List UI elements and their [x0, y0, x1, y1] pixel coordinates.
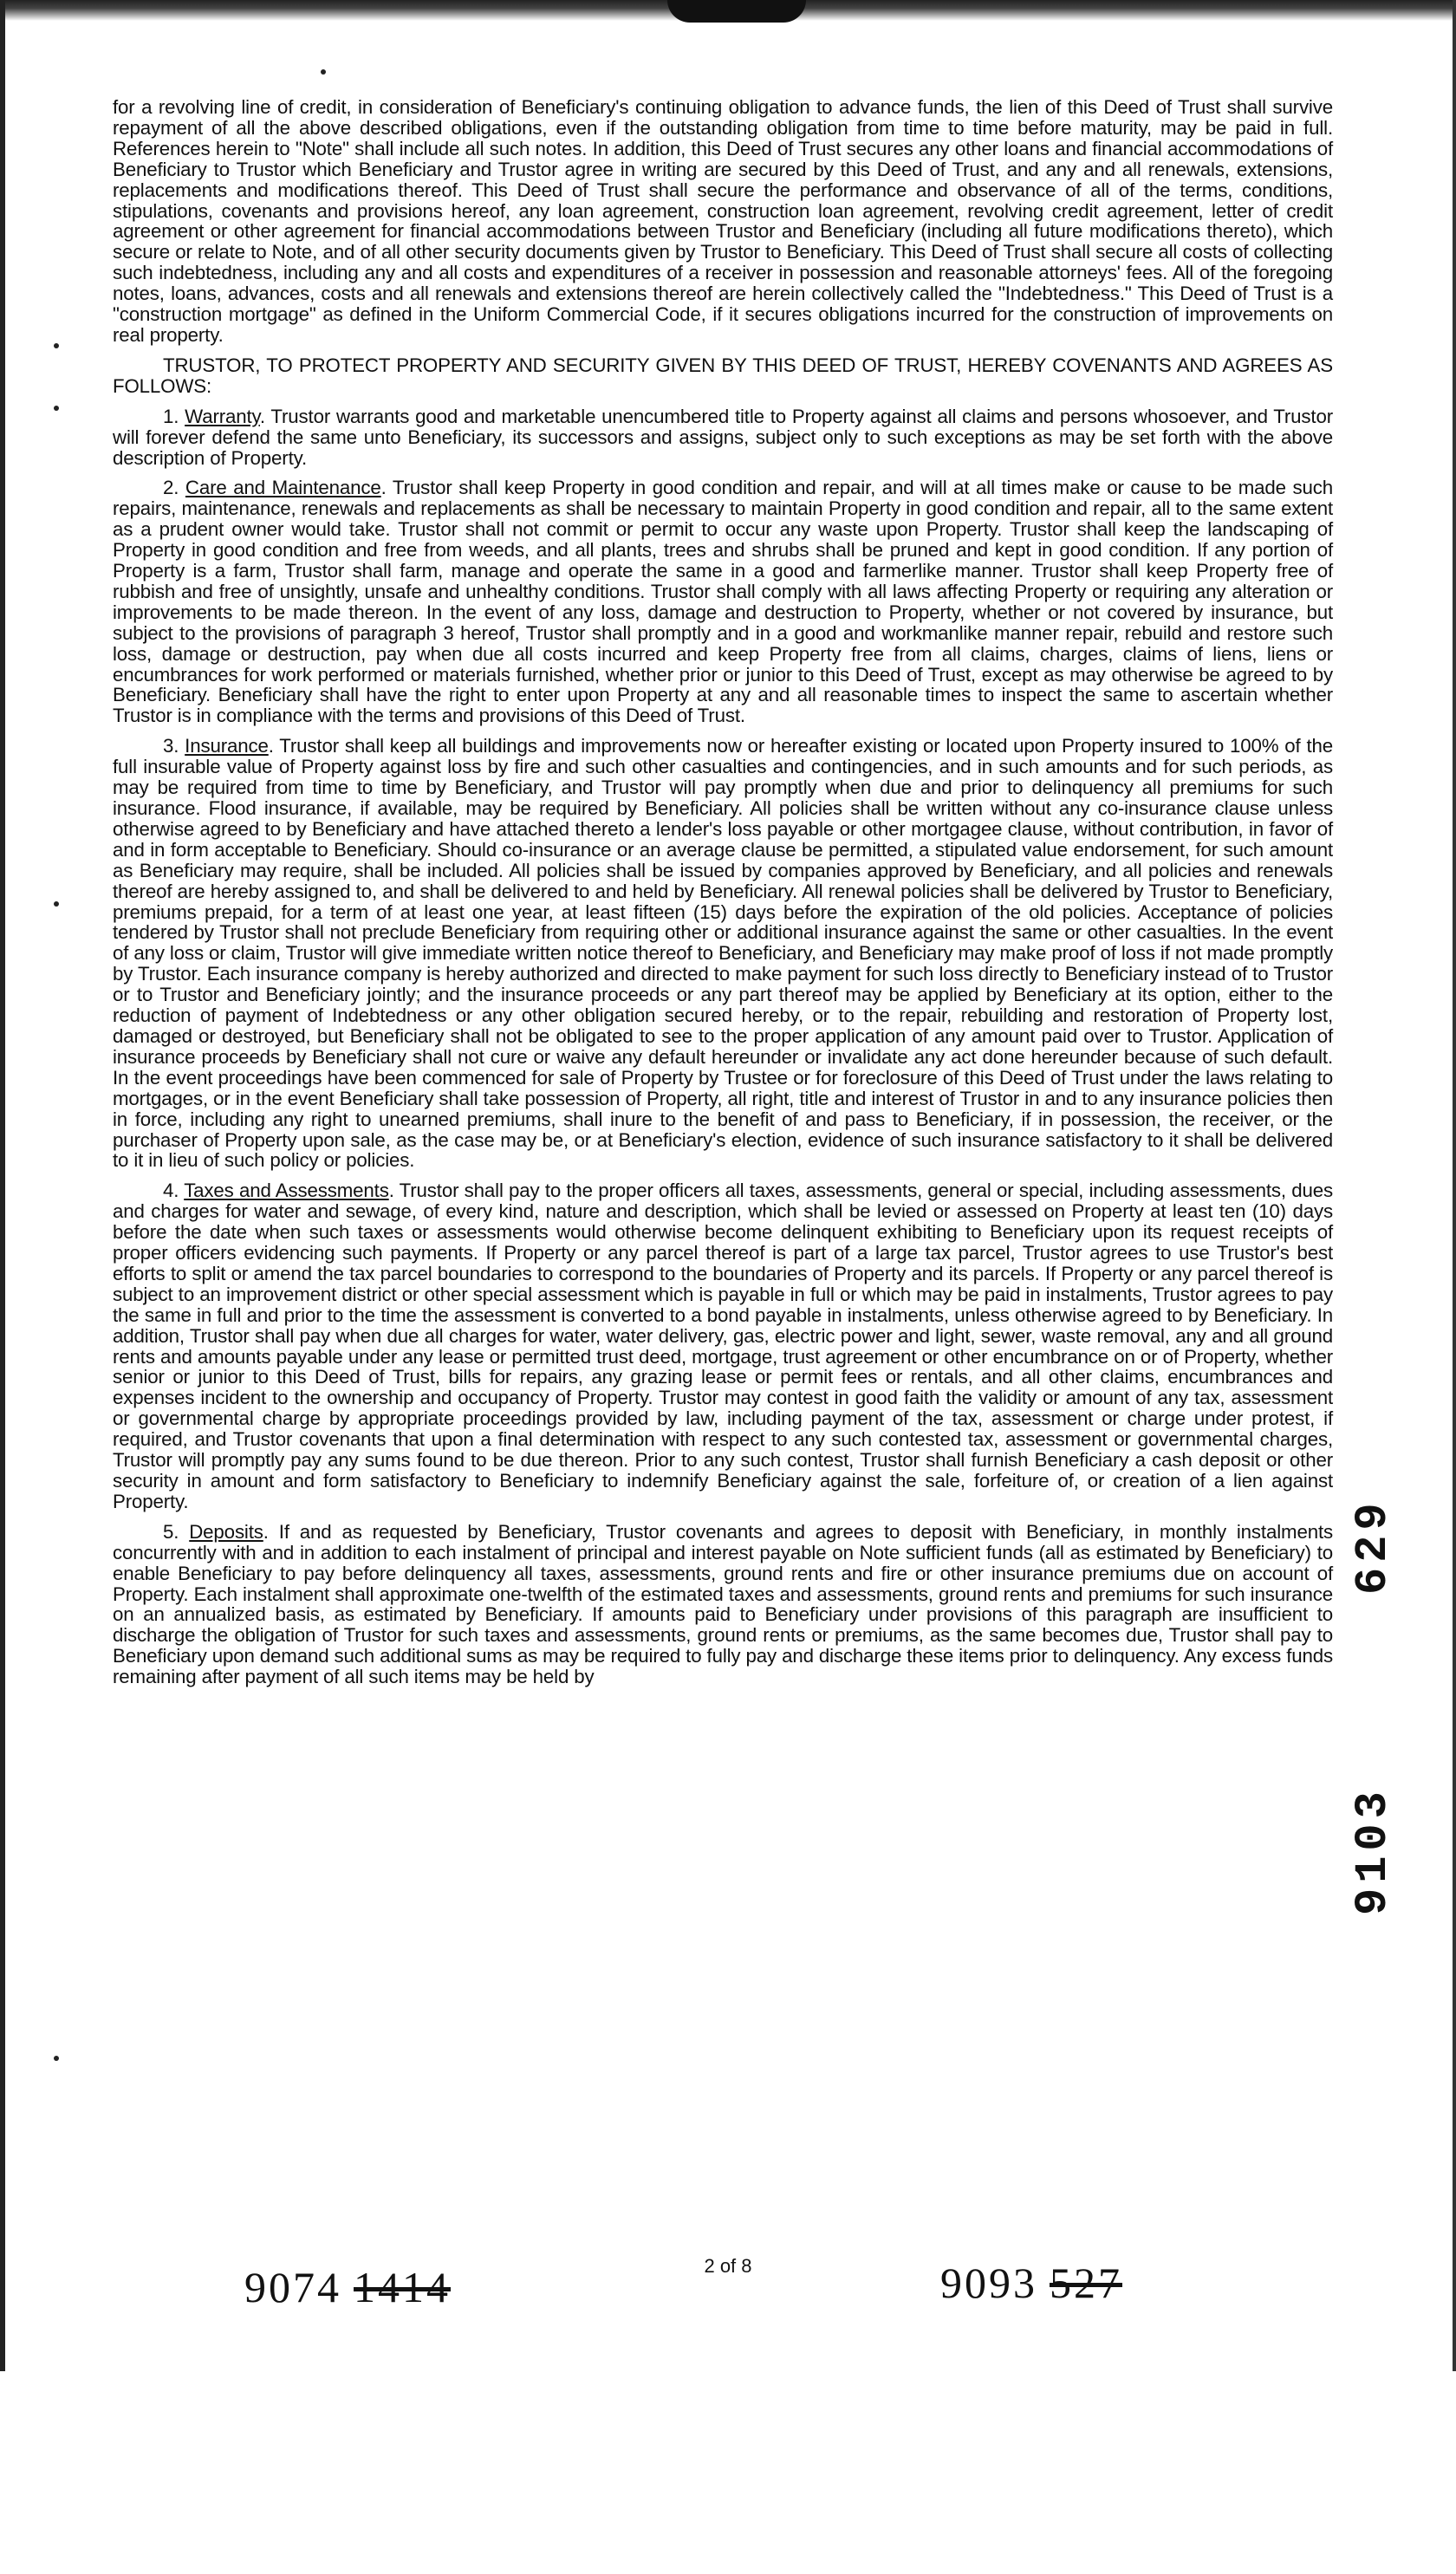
scan-edge-right — [1453, 0, 1456, 2371]
section-number: 4. — [163, 1180, 179, 1202]
section-number: 1. — [163, 405, 179, 427]
footer-right-struck: 527 — [1050, 2259, 1122, 2307]
section-number: 3. — [163, 735, 179, 757]
section-title: Taxes and Assessments — [184, 1180, 389, 1202]
section-deposits — [113, 1522, 1333, 1687]
section-number: 5. — [163, 1520, 179, 1543]
section-title: Warranty — [185, 405, 260, 427]
section-number: 2. — [163, 477, 179, 499]
footer-right-number: 9093 — [940, 2259, 1037, 2307]
margin-stamp — [1348, 1465, 1408, 2574]
scan-speck — [54, 406, 59, 411]
section-title: Insurance — [185, 735, 269, 757]
page-indicator: 2 of 8 — [704, 2255, 752, 2277]
scan-speck — [54, 901, 59, 907]
margin-stamp-lower: 9103 — [1348, 1786, 1399, 1915]
scan-speck — [54, 343, 59, 348]
scan-speck — [321, 69, 326, 75]
footer-left-struck: 1414 — [354, 2263, 451, 2311]
section-text: . Trustor shall keep Property in good condition and repair, and will at all times make or cause to be made such repairs, maintenance, renewals and replacements as shall be necessary to maintain Property in good condition and repair, all to the same extent as a prudent owner would take. Trustor shall not commit or permit to occur any waste upon Property. Trustor shall keep the landscaping of Property in good condition and free from weeds, and all plants, trees and shrubs shall be pruned and kept in good condition. If any portion of Property is a farm, Trustor shall farm, manage and operate the same in a good and farmerlike manner. Trustor shall keep Property free of rubbish and free of unsightly, unsafe and unhealthy conditions. Trustor shall comply with all laws affecting Property or requiring any alteration or improvements to be made thereon. In the event of any loss, damage and destruction to Property, whether or not covered by insurance, but subject to the provisions of paragraph 3 hereof, Trustor shall promptly and in a good and workmanlike manner repair, rebuild and restore such loss, damage or destruction, pay when due all costs incurred and keep Property free from all claims, charges, claims of liens, liens or encumbrances for work performed or materials furnished, whether prior or junior to this Deed of Trust, except as may otherwise be agreed to by Beneficiary. Beneficiary shall have the right to enter upon Property at any and all reasonable times to inspect the same to ascertain whether Trustor is in compliance with the terms and provisions of this Deed of Trust. — [113, 477, 1334, 727]
section-insurance — [113, 736, 1333, 1171]
scan-artifact — [667, 0, 806, 23]
document-body — [113, 97, 1333, 1697]
section-text: . Trustor shall pay to the proper officers all taxes, assessments, general or special, including assessments, dues and charges for water and sewage, of every kind, nature and description, which shall be levied or assessed on Property at least ten (10) days before the date when such taxes or assessments would otherwise become delinquent exhibiting to Beneficiary upon its request receipts of proper officers evidencing such payments. If Property or any parcel thereof is part of a large tax parcel, Trustor agrees to use Trustor's best efforts to split or amend the tax parcel boundaries to correspond to the boundaries of Property and its parcels. If Property or any parcel thereof is subject to an improvement district or other special assessment which is payable in full or which may be paid in instalments, Trustor agrees to pay the same in full and prior to the time the assessment is converted to a bond payable in instalments, unless otherwise agreed to by Beneficiary. In addition, Trustor shall pay when due all charges for water, water delivery, gas, electric power and light, sewer, waste removal, any and all ground rents and amounts payable under any lease or permitted trust deed, mortgage, trust agreement or other encumbrance on or of Property, whether senior or junior to this Deed of Trust, bills for repairs, any grazing lease or permit fees or rentals, and all other claims, encumbrances and expenses incident to the ownership and occupancy of Property. Trustor may contest in good faith the validity or amount of any tax, assessment or governmental charge by appropriate proceedings provided by law, including payment of the tax, assessment or charge under protest, if required, and Trustor covenants that upon a final determination with respect to any such contested tax, assessment or governmental charges, Trustor will promptly pay any sums found to be due thereon. Prior to any such contest, Trustor shall furnish Beneficiary a cash deposit or other security in amount and form satisfactory to Beneficiary to indemnify Beneficiary against the sale, forfeiture of, or creation of a lien against Property. — [113, 1180, 1333, 1512]
covenants-heading: TRUSTOR, TO PROTECT PROPERTY AND SECURITY GIVEN BY THIS DEED OF TRUST, HEREBY COVENANTS AND AGREES AS FOLLOWS: — [113, 354, 1333, 397]
section-text: . Trustor shall keep all buildings and improvements now or hereafter existing or located upon Property insured to 100% of the full insurable value of Property against loss by fire and such other casualties and contingencies, and in such amounts and for such periods, as may be required from time to time by Beneficiary, and Trustor will pay promptly when due and prior to delinquency all premiums for such insurance. Flood insurance, if available, may be required by Beneficiary. All policies shall be written without any co-insurance clause unless otherwise agreed to by Beneficiary and have attached thereto a lender's loss payable or other mortgagee clause, without contribution, in favor of and in form acceptable to Beneficiary. Should co-insurance or an average clause be permitted, a stipulated value endorsement, for such amount as Beneficiary may require, shall be included. All policies shall be issued by companies approved by Beneficiary, and all policies and renewals thereof are hereby assigned to, and shall be delivered to and held by Beneficiary. All renewal policies shall be delivered by Trustor to Beneficiary, premiums prepaid, for a term of at least one year, at least fifteen (15) days before the expiration of the old policies. Acceptance of policies tendered by Trustor shall not preclude Beneficiary from requiring other or additional insurance against the same or other casualties. In the event of any loss or claim, Trustor will give immediate written notice thereof to Beneficiary, and Beneficiary may make proof of loss if not made promptly by Trustor. Each insurance company is hereby authorized and directed to make payment for such loss directly to Beneficiary instead of to Trustor or to Trustor and Beneficiary jointly; and the insurance proceeds or any part thereof may be applied by Beneficiary at its option, either to the reduction of payment of Indebtedness or any other obligation secured hereby, or to the repair, rebuilding and restoration of Property lost, damaged or destroyed, but Beneficiary shall not be obligated to see to the proper application of any amount paid over to Trustor. Application of insurance proceeds by Beneficiary shall not cure or waive any default hereunder or invalidate any act done hereunder because of such default. In the event proceedings have been commenced for sale of Property by Trustee or for foreclosure of this Deed of Trust under the laws relating to mortgages, or in the event Beneficiary shall take possession of Property, all right, title and interest of Trustor in and to any insurance policies then in force, including any right to unearned premiums, shall inure to the benefit of and pass to Beneficiary, if in possession, the receiver, or the purchaser of Property upon sale, as the case may be, or at Beneficiary's election, evidence of such insurance satisfactory to it shall be delivered to it in lieu of such policy or policies. — [113, 735, 1333, 1172]
footer-left-number: 9074 — [244, 2263, 341, 2311]
section-text: . If and as requested by Beneficiary, Trustor covenants and agrees to deposit with Beneficiary, in monthly instalments concurrently with and in addition to each instalment of principal and interest payable on Note sufficient funds (all as estimated by Beneficiary) to enable Beneficiary to pay before delinquency all taxes, assessments, ground rents and fire or other insurance premiums due on account of Property. Each instalment shall approximate one-twelfth of the estimated taxes and assessments, ground rents and premiums for such insurance on an annualized basis, as estimated by Beneficiary. If amounts paid to Beneficiary under provisions of this paragraph are insufficient to discharge the obligation of Trustor for such taxes and assessments, ground rents or premiums, as the same becomes due, Trustor shall pay to Beneficiary upon demand such additional sums as may be required to fully pay and discharge these items prior to delinquency. Any excess funds remaining after payment of all such items may be held by — [113, 1520, 1333, 1688]
section-taxes-assessments — [113, 1180, 1333, 1512]
opening-paragraph: for a revolving line of credit, in consideration of Beneficiary's continuing obligation to advance funds, the lien of this Deed of Trust shall survive repayment of all the above described obligations, even if the outstanding obligation from time to time before maturity, may be paid in full. References herein to "Note" shall include all such notes. In addition, this Deed of Trust secures any other loans and financial accommodations of Beneficiary to Trustor which Beneficiary and Trustor agree in writing are secured by this Deed of Trust, and any and all renewals, extensions, replacements and modifications thereof. This Deed of Trust shall secure the performance and observance of all of the terms, conditions, stipulations, covenants and provisions hereof, any loan agreement, construction loan agreement, revolving credit agreement, letter of credit agreement or other agreement for financial accommodations between Trustor and Beneficiary (including all future modifications thereto), which secure or relate to Note, and of all other security documents given by Trustor to Beneficiary. This Deed of Trust shall secure all costs of collecting such indebtedness, including any and all costs and expenditures of a receiver in possession and reasonable attorneys' fees. All of the foregoing notes, loans, advances, costs and all renewals and extensions thereof are herein collectively called the "Indebtedness." This Deed of Trust is a "construction mortgage" as defined in the Uniform Commercial Code, if it secures obligations incurred for the construction of improvements on real property. — [113, 96, 1333, 346]
section-text: . Trustor warrants good and marketable unencumbered title to Property against all claims and persons whosoever, and Trustor will forever defend the same unto Beneficiary, its successors and assigns, subject only to such exceptions as may be set forth with the above description of Property. — [113, 405, 1333, 469]
section-care-maintenance — [113, 478, 1333, 726]
section-title: Care and Maintenance — [185, 477, 381, 499]
margin-stamp-upper: 629 — [1348, 1498, 1399, 1595]
section-warranty — [113, 406, 1333, 469]
section-title: Deposits — [189, 1520, 263, 1543]
scan-edge-left — [0, 0, 5, 2371]
footer-page-number — [940, 2258, 1122, 2308]
scan-speck — [54, 2056, 59, 2061]
